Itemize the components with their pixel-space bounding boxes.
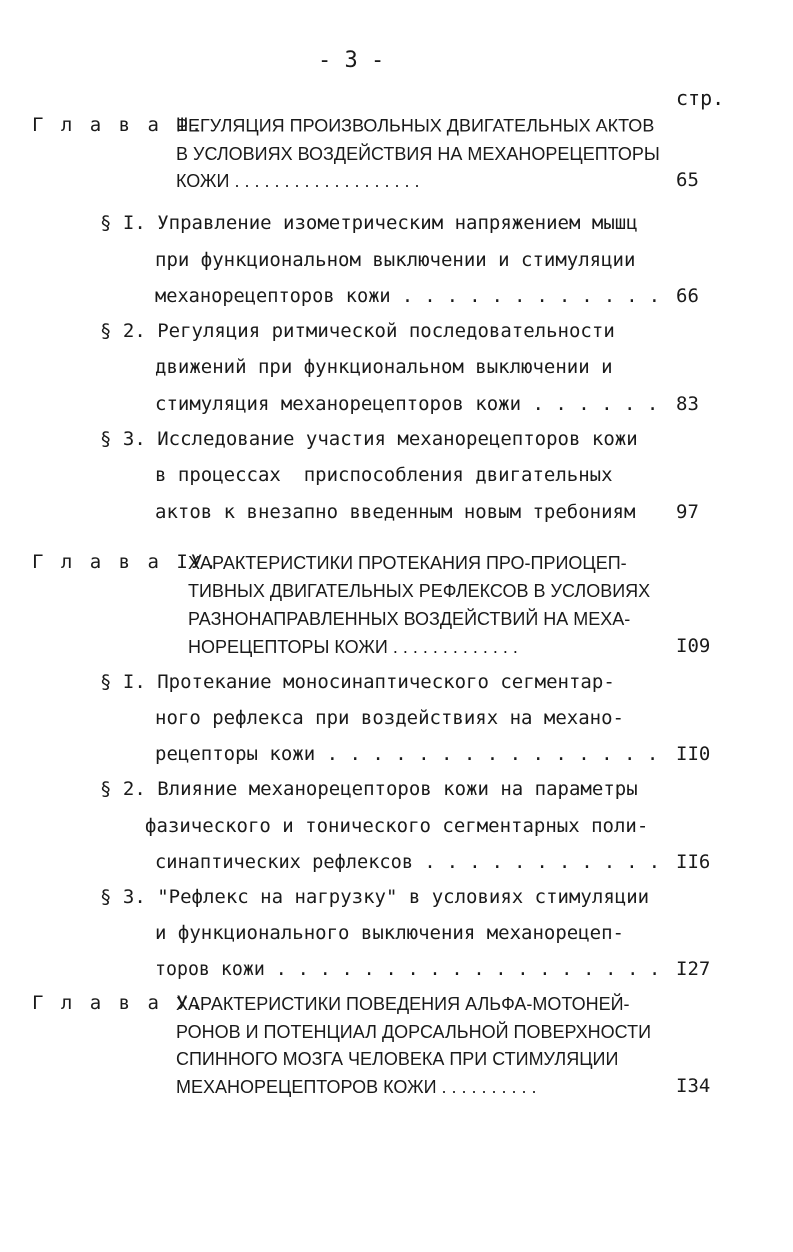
- chapter-4-section-1-line-1: § I. Протекание моносинаптического сегментар-: [100, 671, 615, 693]
- chapter-5-title-line-2: РОНОВ И ПОТЕНЦИАЛ ДОРСАЛЬНОЙ ПОВЕРХНОСТИ: [176, 1020, 652, 1042]
- chapter-3-section-1-line-2: при функциональном выключении и стимуляции: [155, 249, 636, 271]
- chapter-4-title-line-2: ТИВНЫХ ДВИГАТЕЛЬНЫХ РЕФЛЕКСОВ В УСЛОВИЯХ: [188, 579, 651, 601]
- chapter-3-section-3-line-1: § 3. Исследование участия механорецепторов кожи: [100, 428, 638, 450]
- chapter-3-section-3-page: 97: [676, 501, 699, 523]
- chapter-4-label: Г л а в а IУ.: [32, 551, 220, 573]
- chapter-4-section-1-line-2: ного рефлекса при воздействиях на механо-: [155, 707, 624, 729]
- chapter-4-section-1-line-3: рецепторы кожи . . . . . . . . . . . . . . .: [155, 743, 659, 765]
- chapter-4-section-3-line-2: и функционального выключения механорецеп-: [155, 922, 624, 944]
- chapter-5-title-line-3: СПИННОГО МОЗГА ЧЕЛОВЕКА ПРИ СТИМУЛЯЦИИ: [176, 1047, 619, 1069]
- chapter-3-title-line-1: РЕГУЛЯЦИЯ ПРОИЗВОЛЬНЫХ ДВИГАТЕЛЬНЫХ АКТОВ: [176, 114, 655, 136]
- chapter-3-section-2-line-2: движений при функциональном выключении и: [155, 356, 613, 378]
- chapter-3-label: Г л а в а Ш.: [32, 114, 206, 136]
- chapter-4-section-2-line-1: § 2. Влияние механорецепторов кожи на параметры: [100, 778, 638, 800]
- chapter-3-section-1-line-3: механорецепторов кожи . . . . . . . . . . . .: [155, 285, 660, 307]
- chapter-4-section-2-page: II6: [676, 851, 711, 873]
- chapter-4-page: I09: [676, 635, 711, 657]
- chapter-5-page: I34: [676, 1075, 711, 1097]
- chapter-4-title-line-3: РАЗНОНАПРАВЛЕННЫХ ВОЗДЕЙСТВИЙ НА МЕХА-: [188, 607, 631, 629]
- chapter-4-section-1-page: II0: [676, 743, 711, 765]
- chapter-3-section-2-line-1: § 2. Регуляция ритмической последовательности: [100, 320, 615, 342]
- chapter-4-section-2-line-2: фазического и тонического сегментарных поли-: [145, 815, 649, 837]
- chapter-4-title-line-4: НОРЕЦЕПТОРЫ КОЖИ . . . . . . . . . . . . .: [188, 635, 518, 657]
- chapter-3-section-3-line-3: актов к внезапно введенным новым требониям: [155, 501, 636, 523]
- chapter-5-title-line-1: ХАРАКТЕРИСТИКИ ПОВЕДЕНИЯ АЛЬФА-МОТОНЕЙ-: [176, 992, 630, 1014]
- chapter-3-page: 65: [676, 169, 699, 191]
- chapter-3-section-3-line-2: в процессах приспособления двигательных: [155, 464, 613, 486]
- chapter-3-title-line-2: В УСЛОВИЯХ ВОЗДЕЙСТВИЯ НА МЕХАНОРЕЦЕПТОРЫ: [176, 142, 660, 164]
- chapter-3-section-2-page: 83: [676, 393, 699, 415]
- chapter-4-section-3-line-3: торов кожи . . . . . . . . . . . . . . . . . .: [155, 958, 661, 980]
- chapter-3-section-1-line-1: § I. Управление изометрическим напряжением мышц: [100, 212, 638, 234]
- chapter-4-section-3-page: I27: [676, 958, 711, 980]
- chapter-5-title-line-4: МЕХАНОРЕЦЕПТОРОВ КОЖИ . . . . . . . . . .: [176, 1075, 537, 1097]
- chapter-3-section-2-line-3: стимуляция механорецепторов кожи . . . . . .: [155, 393, 659, 415]
- page-column-header: стр.: [676, 86, 725, 110]
- chapter-4-section-2-line-3: синаптических рефлексов . . . . . . . . . . .: [155, 851, 660, 873]
- chapter-4-section-3-line-1: § 3. "Рефлекс на нагрузку" в условиях стимуляции: [100, 886, 650, 908]
- chapter-5-label: Г л а в а У.: [32, 992, 206, 1014]
- chapter-4-title-line-1: ХАРАКТЕРИСТИКИ ПРОТЕКАНИЯ ПРО-ПРИОЦЕП-: [188, 551, 627, 573]
- page-number: - 3 -: [318, 48, 385, 73]
- chapter-3-section-1-page: 66: [676, 285, 699, 307]
- chapter-3-title-line-3: КОЖИ . . . . . . . . . . . . . . . . . . .: [176, 169, 420, 191]
